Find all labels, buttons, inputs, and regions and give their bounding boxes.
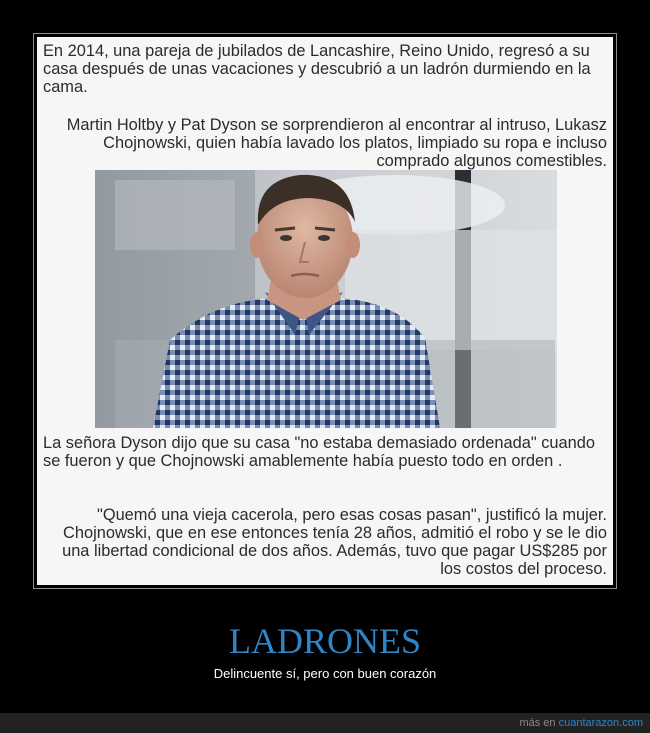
post-panel xyxy=(37,37,613,585)
footer-bar xyxy=(0,713,650,733)
paragraph-4: "Quemó una vieja cacerola, pero esas cosas pasan", justificó la mujer. Chojnowski, que en ese entonces tenía 28 años, admitió el robo y se le dio una libertad condicional de dos años. Además, tuvo que pagar US$285 por los costos del proceso. xyxy=(62,506,607,578)
footer-prefix: más en xyxy=(519,717,556,729)
footer-credit xyxy=(519,715,643,731)
man-photo xyxy=(95,170,557,428)
post-subtitle: Delincuente sí, pero con buen corazón xyxy=(213,666,437,681)
post-title: LADRONES xyxy=(228,621,421,661)
post-frame xyxy=(33,33,617,589)
site-link[interactable]: cuantarazon.com xyxy=(558,717,643,729)
paragraph-1: En 2014, una pareja de jubilados de Lancashire, Reino Unido, regresó a su casa después de unas vacaciones y descubrió a un ladrón durmiendo en la cama. xyxy=(43,42,591,96)
paragraph-3: La señora Dyson dijo que su casa "no estaba demasiado ordenada" cuando se fueron y que Chojnowski amablemente había puesto todo en orden . xyxy=(43,434,595,470)
paragraph-2: Martin Holtby y Pat Dyson se sorprendieron al encontrar al intruso, Lukasz Chojnowski, quien había lavado los platos, limpiado su ropa e incluso comprado algunos comestibles. xyxy=(66,116,607,170)
